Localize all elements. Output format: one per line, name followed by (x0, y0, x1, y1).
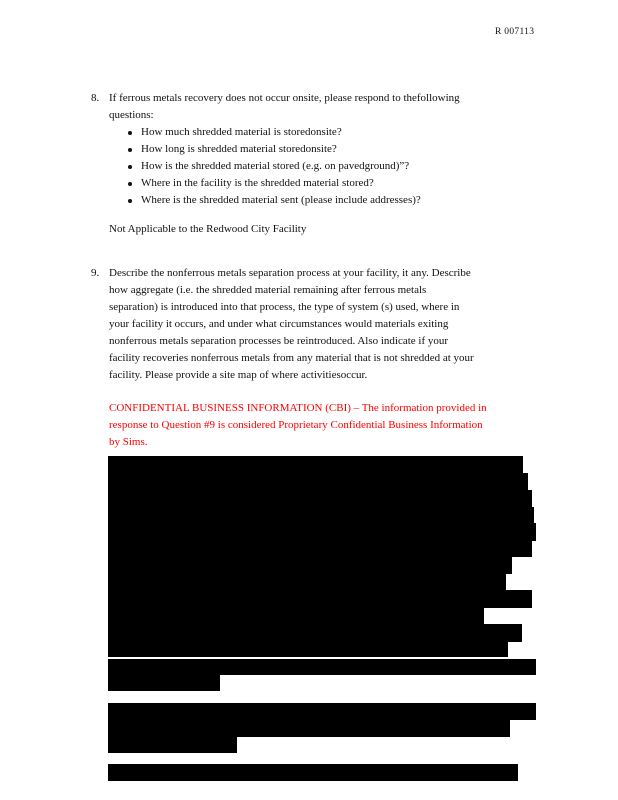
question-9-line: nonferrous metals separation processes be reintroduced. Also indicate if your (109, 335, 449, 347)
cbi-line: by Sims. (109, 436, 148, 448)
redaction-block (108, 624, 522, 642)
question-8-number: 8. (91, 92, 100, 104)
question-8-line: If ferrous metals recovery does not occur onsite, please respond to thefollowing (109, 92, 460, 104)
question-8-answer: Not Applicable to the Redwood City Facility (109, 223, 307, 235)
bullet-item: Where in the facility is the shredded material stored? (127, 175, 531, 192)
redaction-block (108, 764, 518, 781)
redaction-block (108, 490, 532, 508)
redaction-block (108, 556, 512, 574)
redaction-block (108, 703, 536, 720)
question-9-line: facility recoveries nonferrous metals from any material that is not shredded at your (109, 352, 474, 364)
bullet-item: How long is shredded material storedonsite? (127, 141, 531, 158)
redaction-block (108, 456, 523, 474)
redaction-block (108, 659, 536, 675)
question-9-text (109, 265, 531, 384)
question-9-line: Describe the nonferrous metals separation process at your facility, it any. Describe (109, 267, 471, 279)
redaction-block (108, 719, 510, 737)
redaction-block (108, 737, 237, 753)
bullet-item: How much shredded material is storedonsite? (127, 124, 531, 141)
question-8 (91, 90, 531, 209)
redaction-block (108, 573, 506, 591)
cbi-notice (109, 400, 539, 451)
redaction-block (108, 607, 484, 625)
question-9-number: 9. (91, 267, 100, 279)
question-9-line: separation) is introduced into that process, the type of system (s) used, where in (109, 301, 460, 313)
bullet-item: How is the shredded material stored (e.g. on pavedground)”? (127, 158, 531, 175)
question-9-line: facility. Please provide a site map of where activitiesoccur. (109, 369, 368, 381)
cbi-line: CONFIDENTIAL BUSINESS INFORMATION (CBI) – The information provided in (109, 402, 487, 414)
redaction-block (108, 539, 532, 557)
cbi-line: response to Question #9 is considered Proprietary Confidential Business Information (109, 419, 483, 431)
question-9-line: how aggregate (i.e. the shredded material remaining after ferrous metals (109, 284, 427, 296)
redaction-block (108, 674, 220, 691)
page-number: R 007113 (495, 27, 535, 37)
question-8-bullets (127, 124, 531, 209)
question-8-text (109, 90, 531, 124)
redaction-block (108, 590, 532, 608)
question-8-line: questions: (109, 109, 154, 121)
question-9 (91, 265, 531, 384)
redaction-block (108, 473, 528, 491)
redaction-block (108, 641, 508, 657)
bullet-item: Where is the shredded material sent (please include addresses)? (127, 192, 531, 209)
question-9-line: your facility it occurs, and under what circumstances would materials exiting (109, 318, 449, 330)
